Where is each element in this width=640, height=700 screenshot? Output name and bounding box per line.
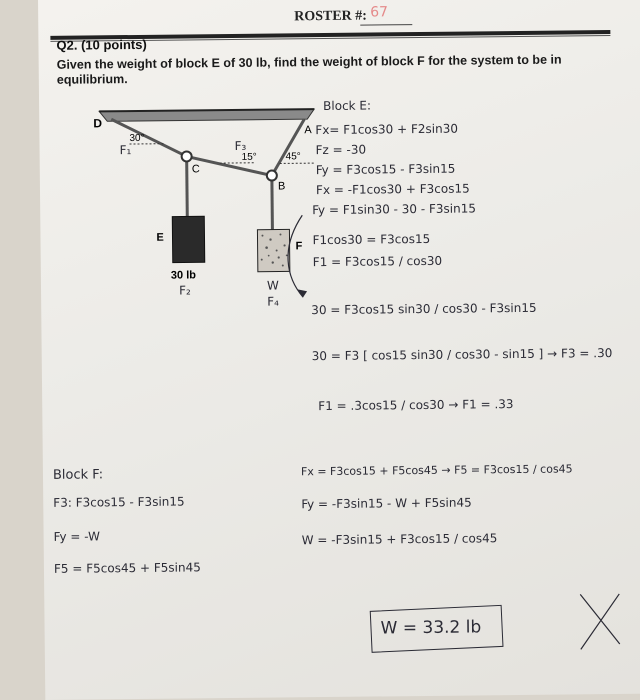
label-F1: F₁ [119,143,132,158]
hw-blockF-title: Block F: [52,467,104,483]
hw-eq9: 30 = F3 [ cos15 sin30 / cos30 - sin15 ] → F3 = .30 [311,346,613,364]
label-weight-E: 30 lb [170,269,197,282]
hw-g1: Fx = F3cos15 + F5cos45 → F5 = F3cos15 / cos45 [300,462,573,479]
roster-value: 67 [370,4,389,21]
worksheet-paper [38,0,640,700]
label-C: C [191,163,200,176]
label-E: E [156,231,164,244]
label-B: B [277,180,286,193]
statics-diagram [89,97,331,310]
hw-answer: W = 33.2 lb [380,617,482,639]
hw-eq3: Fy = F3cos15 - F3sin15 [315,161,456,178]
hw-eq2: Fz = -30 [315,142,367,158]
label-F3: F₃ [234,138,247,153]
label-Fy: F₄ [267,294,279,309]
label-F: F [295,240,303,253]
hw-g3: W = -F3sin15 + F3cos15 / cos45 [301,531,498,548]
label-angle-30: 30° [129,132,145,145]
question-title: Q2. (10 points) [56,36,147,53]
hw-eq6: F1cos30 = F3cos15 [312,231,431,248]
label-W: W [266,278,279,293]
hw-f3: F5 = F5cos45 + F5sin45 [53,560,201,576]
hw-eq7: F1 = F3cos15 / cos30 [312,253,443,270]
label-angle-15: 15° [241,151,257,163]
hw-f1: F3: F3cos15 - F3sin15 [53,494,185,510]
hw-eq1: Fx= F1cos30 + F2sin30 [315,121,459,138]
label-angle-45: 45° [285,151,301,163]
roster-underline [360,24,412,26]
hw-eq5: Fy = F1sin30 - 30 - F3sin15 [312,201,477,218]
hw-eq8: 30 = F3cos15 sin30 / cos30 - F3sin15 [311,300,537,318]
question-prompt: Given the weight of block E of 30 lb, find the weight of block F for the system to be in equilibrium. [56,52,562,87]
label-D: D [93,116,103,131]
hw-f2: Fy = -W [53,529,100,544]
roster-label: ROSTER #: [294,8,367,25]
label-A: A [304,124,312,137]
hw-g2: Fy = -F3sin15 - W + F5sin45 [301,495,472,512]
hw-blockE-title: Block E: [323,98,372,114]
hw-eq4: Fx = -F1cos30 + F3cos15 [315,181,470,198]
label-Fz: F₂ [178,283,191,298]
hw-eq10: F1 = .3cos15 / cos30 → F1 = .33 [318,397,514,414]
